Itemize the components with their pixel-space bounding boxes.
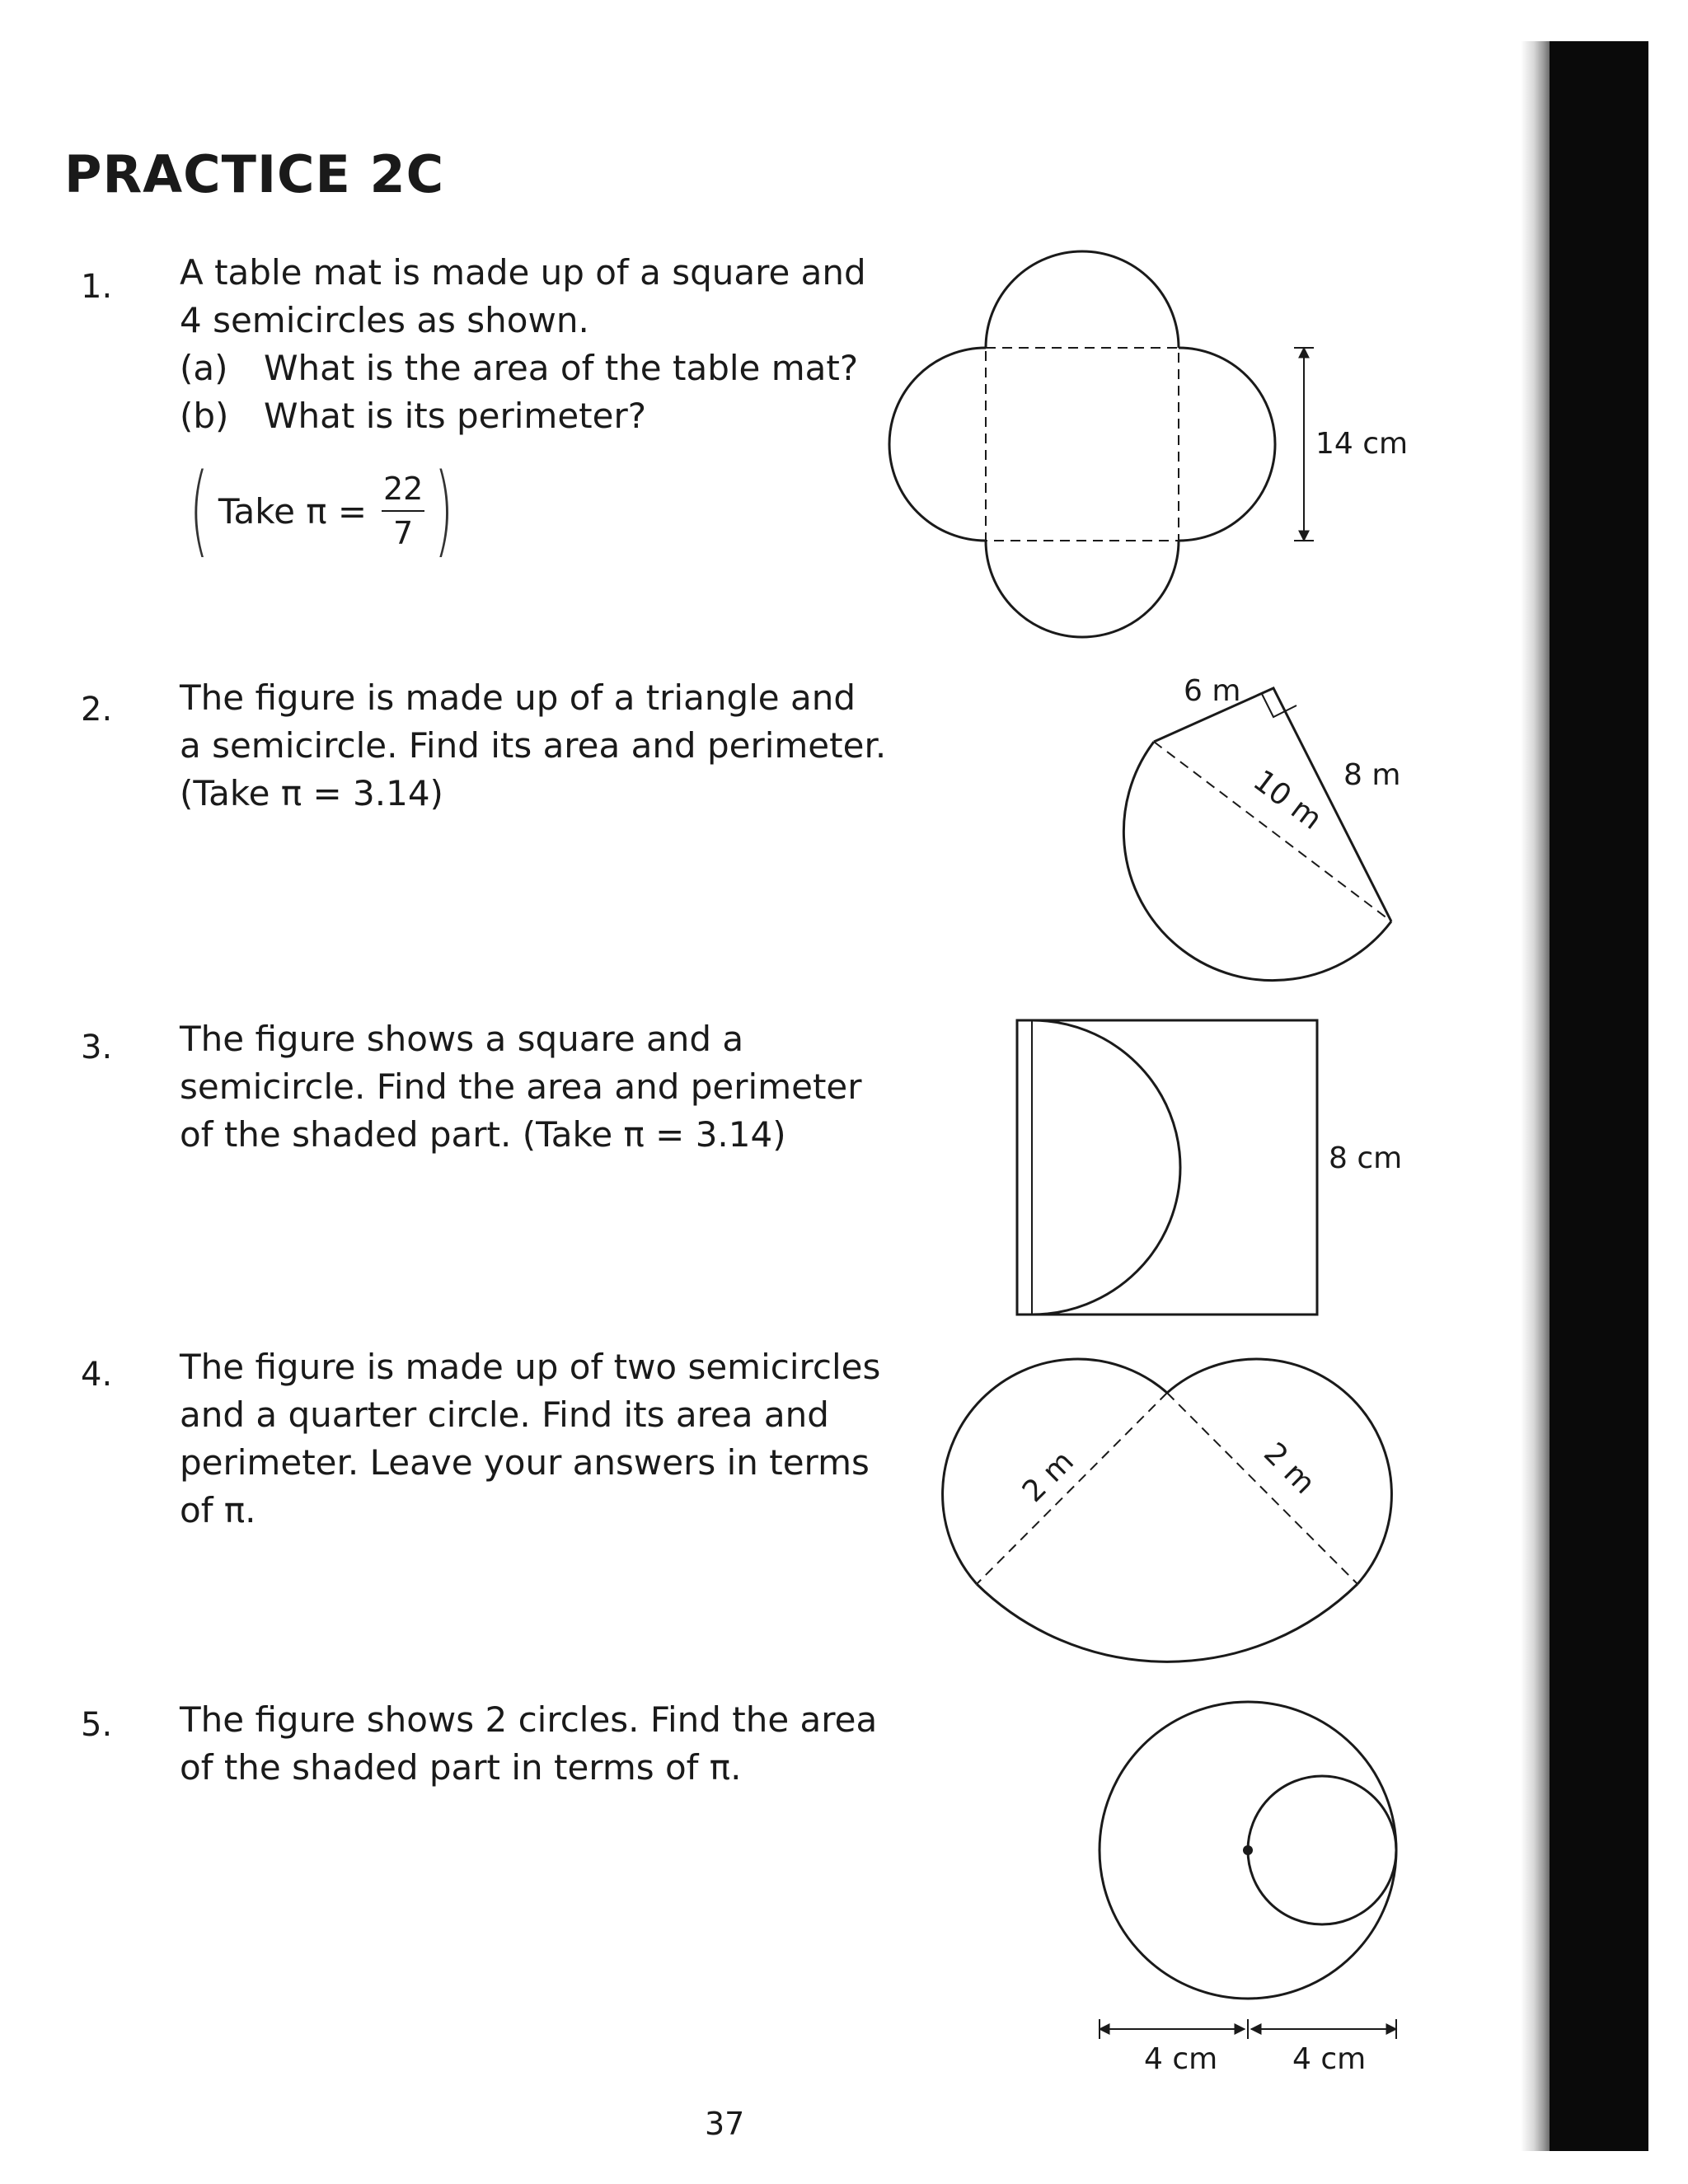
figure-3-semicircle (1032, 1020, 1180, 1315)
question-2-number: 2. (81, 691, 113, 729)
figure-4-left-radius-label: 2 m (1015, 1444, 1081, 1509)
question-4-line: perimeter. Leave your answers in terms (180, 1442, 870, 1483)
question-3-number: 3. (81, 1029, 113, 1066)
figure-5-left-width-label: 4 cm (1144, 2042, 1218, 2076)
figure-4-left-radius (977, 1393, 1167, 1584)
figure-5-small-circle (1248, 1776, 1396, 1924)
question-4-line: The figure is made up of two semicircles (180, 1347, 881, 1387)
question-3-line: The figure shows a square and a (180, 1019, 744, 1059)
figure-4-right-radius (1167, 1393, 1357, 1584)
figure-1-bottom-semicircle (986, 541, 1179, 637)
question-5-number: 5. (81, 1706, 113, 1744)
scan-black-border (1550, 41, 1648, 2151)
figure-2-long-leg-label: 8 m (1343, 758, 1401, 792)
pi-numerator: 22 (382, 471, 424, 507)
scan-edge-shadow (1521, 41, 1554, 2151)
figure-1-top-semicircle (986, 251, 1179, 348)
question-5-line: The figure shows 2 circles. Find the area (180, 1699, 878, 1740)
figure-2-triangle-semicircle (1123, 688, 1391, 981)
question-4-line: and a quarter circle. Find its area and (180, 1394, 829, 1435)
figure-4-quarter-arc (977, 1584, 1357, 1661)
page-title: PRACTICE 2C (64, 144, 445, 204)
figure-1-table-mat (889, 251, 1314, 637)
question-1-line: 4 semicircles as shown. (180, 300, 589, 340)
question-1-number: 1. (81, 268, 113, 306)
figure-1-square (986, 348, 1179, 541)
question-3-line: semicircle. Find the area and perimeter (180, 1066, 862, 1107)
figure-5-two-circles (1100, 1702, 1396, 2039)
figure-3-square-semicircle (1017, 1020, 1317, 1315)
figure-4-semicircles-quarter (943, 1359, 1392, 1661)
question-1-line: A table mat is made up of a square and (180, 252, 866, 293)
page-number: 37 (705, 2106, 745, 2142)
open-paren: ( (189, 453, 209, 568)
close-paren: ) (434, 453, 454, 568)
question-2-line: The figure is made up of a triangle and (180, 677, 856, 718)
question-1-part-a: (a) What is the area of the table mat? (180, 348, 859, 388)
figure-1-side-label: 14 cm (1315, 427, 1409, 461)
figure-1-right-semicircle (1179, 348, 1275, 541)
figure-2-short-leg-label: 6 m (1184, 674, 1241, 708)
question-4-line: of π. (180, 1490, 256, 1530)
figure-1-left-semicircle (889, 348, 986, 541)
figure-3-side-label: 8 cm (1329, 1141, 1403, 1175)
figure-5-center-dot (1243, 1845, 1253, 1855)
figure-4-right-radius-label: 2 m (1257, 1436, 1322, 1501)
pi-denominator: 7 (393, 515, 414, 551)
question-5-line: of the shaded part in terms of π. (180, 1747, 742, 1788)
question-4-number: 4. (81, 1356, 113, 1394)
question-2-line: (Take π = 3.14) (180, 773, 443, 813)
figure-2-hypotenuse-label: 10 m (1246, 763, 1329, 837)
figure-5-right-width-label: 4 cm (1292, 2042, 1367, 2076)
question-3-line: of the shaded part. (Take π = 3.14) (180, 1114, 786, 1155)
question-2-line: a semicircle. Find its area and perimeter. (180, 725, 887, 766)
figure-3-square (1017, 1020, 1317, 1315)
take-pi-label: Take π = (218, 490, 368, 532)
question-1-part-b: (b) What is its perimeter? (180, 396, 647, 436)
